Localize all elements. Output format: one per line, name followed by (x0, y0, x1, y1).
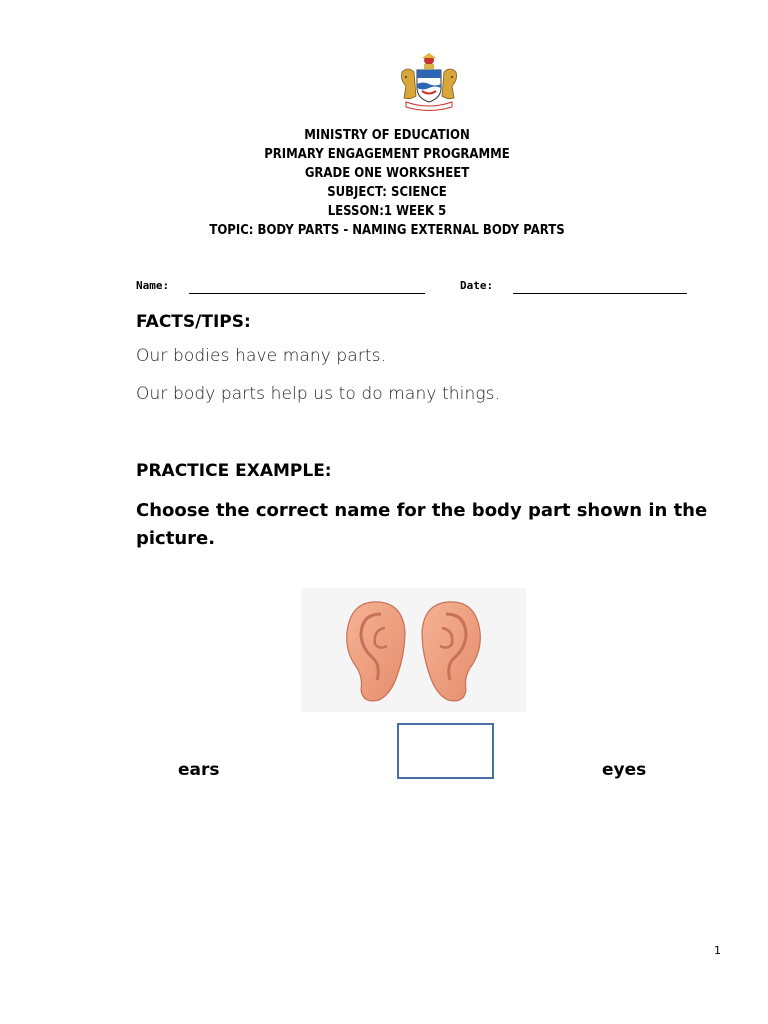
practice-instruction: Choose the correct name for the body part shown in the picture. (136, 500, 708, 549)
name-field[interactable] (189, 293, 425, 294)
answer-box[interactable] (397, 723, 494, 779)
coat-of-arms-logo (398, 52, 460, 112)
facts-heading: FACTS/TIPS: (136, 312, 251, 332)
ears-picture (301, 588, 526, 712)
page-number: 1 (714, 944, 721, 957)
name-label: Name: (136, 279, 170, 292)
worksheet-header (0, 126, 768, 240)
ministry-title: MINISTRY OF EDUCATION (304, 128, 470, 143)
worksheet-title: GRADE ONE WORKSHEET (304, 166, 470, 181)
lesson-line: LESSON:1 WEEK 5 (327, 204, 447, 219)
option-ears[interactable]: ears (178, 760, 220, 780)
date-label: Date: (460, 279, 494, 292)
date-field[interactable] (513, 293, 687, 294)
option-eyes[interactable]: eyes (602, 760, 647, 780)
ear-icon (301, 588, 526, 712)
topic-line: TOPIC: BODY PARTS - NAMING EXTERNAL BODY PARTS (209, 223, 565, 238)
name-date-row (136, 279, 696, 299)
fact-item: Our body parts help us to do many things. (136, 384, 501, 404)
subject-line: SUBJECT: SCIENCE (327, 185, 447, 200)
practice-heading: PRACTICE EXAMPLE: (136, 461, 332, 481)
fact-item: Our bodies have many parts. (136, 346, 387, 366)
programme-title: PRIMARY ENGAGEMENT PROGRAMME (264, 147, 510, 162)
